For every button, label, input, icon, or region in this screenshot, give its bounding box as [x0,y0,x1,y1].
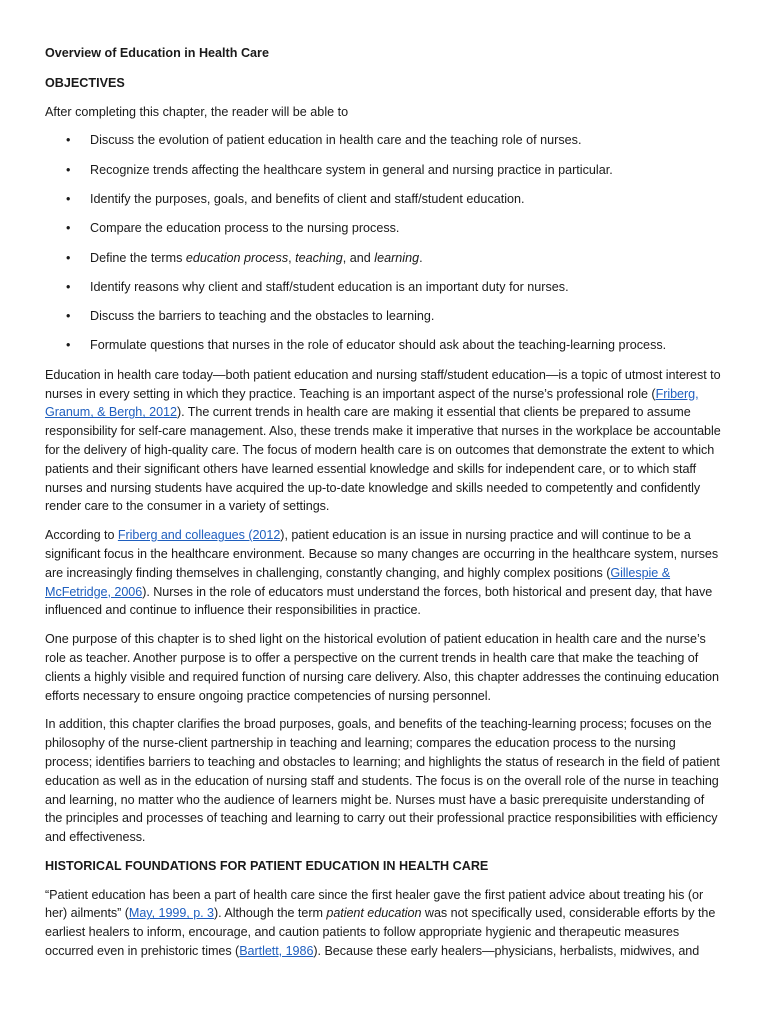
objective-item [45,336,724,355]
objective-text: Identify the purposes, goals, and benefits of client and staff/student education. [90,191,525,206]
citation-link-bartlett-1986[interactable]: Bartlett, 1986 [239,944,314,959]
bullet-icon: • [66,191,71,206]
paragraph-2 [45,526,724,620]
document-title: Overview of Education in Health Care [45,46,269,60]
paragraph-text: ). The current trends in health care are making it essential that clients be prepared to assume responsibility for self-care management. Also, these trends make it imperative that nurses in the workplace be accountable for the delivery of high-quality care. The focus of modern health care is on outcomes that demonstrate the extent to which patients and their significant others have learned essential knowledge and skills for independent care, or to which staff nurses and nursing students have acquired the up-to-date knowledge and skills needed to competently and confidently render care to the consumer in a variety of settings. [45,405,721,514]
bullet-icon: • [66,338,71,353]
paragraph-1 [45,366,724,516]
citation-link-friberg-colleagues[interactable]: Friberg and colleagues (2012 [117,528,281,543]
objective-text: Formulate questions that nurses in the role of educator should ask about the teaching-learning process. [90,338,667,353]
term-learning: learning [374,250,420,265]
paragraph-5 [45,886,724,961]
objective-item [45,307,724,326]
objectives-intro: After completing this chapter, the reader will be able to [45,104,349,119]
section-heading-historical: HISTORICAL FOUNDATIONS FOR PATIENT EDUCATION IN HEALTH CARE [45,858,489,873]
paragraph-text: ). Nurses in the role of educators must understand the forces, both historical and present day, that have influenced and continue to influence their responsibilities in practice. [45,584,713,618]
objective-text: Compare the education process to the nursing process. [90,221,400,236]
term-education-process: education process [185,250,289,265]
objective-text-part: . [419,250,423,265]
bullet-icon: • [66,162,71,177]
objective-text-part: , and [342,250,375,265]
objective-item [45,219,724,238]
bullet-icon: • [66,309,71,324]
paragraph-text: was not specifically used, considerable efforts by the earliest healers to inform, encourage, and caution patients to follow appropriate hygienic and therapeutic measures occurred even in prehistoric times ( [45,906,716,959]
objective-text: Recognize trends affecting the healthcare system in general and nursing practice in particular. [90,162,613,177]
objective-item [45,161,724,180]
objectives-list [45,131,724,355]
bullet-icon: • [66,250,71,265]
citation-link-may-1999[interactable]: May, 1999, p. 3 [128,906,215,921]
paragraph-text: ). Because these early healers—physicians, herbalists, midwives, and [313,944,700,959]
objective-text-part: Define the terms [90,250,186,265]
bullet-icon: • [66,133,71,148]
bullet-icon: • [66,221,71,236]
objective-item [45,190,724,209]
paragraph-text: ), patient education is an issue in nursing practice and will continue to be a significant focus in the healthcare environment. Because so many changes are occurring in the healthcare system, nurses are increasingly finding themselves in challenging, constantly changing, and highly complex positions ( [45,528,719,580]
bullet-icon: • [66,279,71,294]
paragraph-text: “Patient education has been a part of health care since the first healer gave the first patient advice about treating his (or her) ailments” ( [45,887,704,921]
objective-item [45,278,724,297]
paragraph-3: One purpose of this chapter is to shed light on the historical evolution of patient education in health care and the nurse’s role as teacher. Another purpose is to offer a perspective on the current trends in health care that make the teaching of clients a highly visible and required function of nursing care delivery. Also, this chapter addresses the continuing education efforts necessary to ensure ongoing practice competencies of nursing personnel. [45,632,719,703]
term-teaching: teaching [295,250,343,265]
objective-item [45,131,724,150]
term-patient-education: patient education [326,906,422,921]
objective-text: Discuss the barriers to teaching and the obstacles to learning. [90,309,435,324]
objective-text: Discuss the evolution of patient education in health care and the teaching role of nurses. [90,133,582,148]
paragraph-text: According to [45,528,118,543]
objectives-heading: OBJECTIVES [45,75,125,90]
paragraph-4: In addition, this chapter clarifies the broad purposes, goals, and benefits of the teaching-learning process; focuses on the philosophy of the nurse-client partnership in teaching and learning; compares the education process to the nursing process; identifies barriers to teaching and obstacles to learning; and highlights the status of research in the field of patient education as well as in the education of nursing staff and students. The focus is on the overall role of the nurse in teaching and learning, no matter who the audience of learners might be. Nurses must have a basic prerequisite understanding of the principles and processes of teaching and learning to carry out their professional practice responsibilities with efficiency and effectiveness. [45,717,720,845]
objective-item [45,249,724,268]
paragraph-text: Education in health care today—both patient education and nursing staff/student education—is a topic of utmost interest to nurses in every setting in which they practice. Teaching is an important aspect of the nurse’s professional role ( [45,367,721,401]
objective-text [90,251,423,265]
citation-link-friberg-2012[interactable]: Friberg, Granum, & Bergh, 2012 [45,386,699,420]
objective-text: Identify reasons why client and staff/student education is an important duty for nurses. [90,279,569,294]
objective-text-part: , [288,250,296,265]
paragraph-text: ). Although the term [214,906,327,921]
citation-link-gillespie-2006[interactable]: Gillespie & McFetridge, 2006 [45,565,671,599]
